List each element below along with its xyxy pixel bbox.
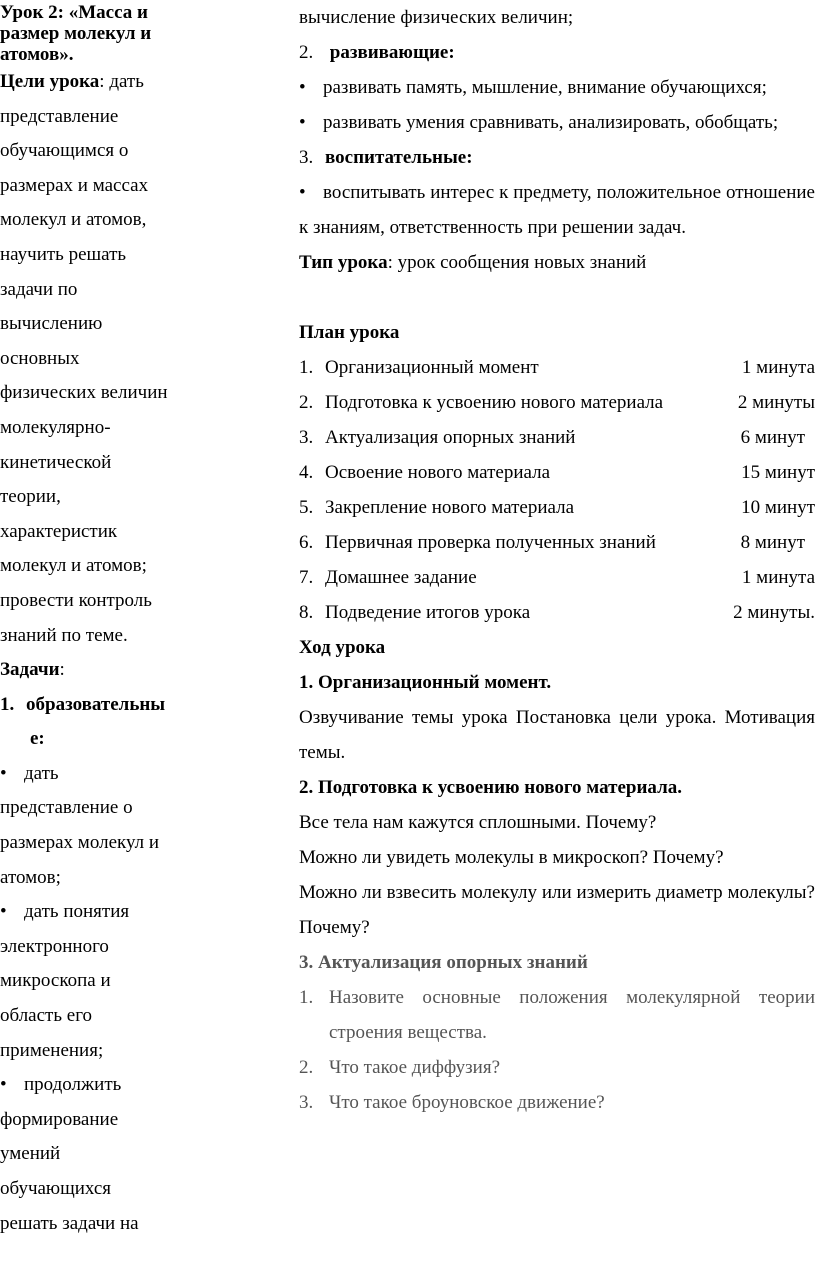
vos-item: • воспитывать интерес к предмету, положительное отношение к знаниям, ответственность при решении задач. (299, 175, 815, 245)
bullet-icon: • (0, 901, 7, 923)
goals-lines: представление обучающимся о размерах и массах молекул и атомов, научить решать задачи по вычислению основных физических величин молекулярно- кинетической теории, характеристик молекул и атомов; провести контроль знаний по теме. (0, 105, 168, 646)
section-3-title: 3. Актуализация опорных знаний (299, 952, 588, 973)
goals-label: Цели урока (0, 71, 100, 92)
section-3-list (299, 980, 815, 1120)
plan-item: 4. Освоение нового материала 15 минут (299, 462, 815, 483)
list-item: 2. Что такое диффузия? (299, 1057, 501, 1078)
plan-title: План урока (299, 322, 400, 343)
right-column (299, 0, 815, 1120)
vos-heading: 3. воспитательные: (299, 147, 473, 168)
continued-line: вычисление физических величин; (299, 7, 574, 28)
bullet-icon: • (299, 112, 306, 133)
lesson-title: Урок 2: «Масса и размер молекул и атомов». (0, 2, 152, 65)
edu-bullet-3: • продолжить формирование умений обучающихся решать задачи на (0, 1068, 188, 1241)
plan-item: 2. Подготовка к усвоению нового материала 2 минуты (299, 392, 815, 413)
goals-line: Цели урока: дать (0, 71, 144, 92)
dev-item: • развивать умения сравнивать, анализировать, обобщать; (299, 105, 815, 140)
list-item: 3. Что такое броуновское движение? (299, 1092, 605, 1113)
question: Можно ли увидеть молекулы в микроскоп? Почему? (299, 847, 724, 868)
plan-item: 6. Первичная проверка полученных знаний 8 минут (299, 532, 805, 553)
bullet-icon: • (0, 1074, 7, 1096)
edu-heading: 1. образовательны (0, 693, 166, 715)
section-1-title: 1. Организационный момент. (299, 672, 552, 693)
edu-heading-cont: е: (30, 728, 45, 750)
section-1-text: Озвучивание темы урока Постановка цели урока. Мотивация темы. (299, 707, 815, 763)
course-title: Ход урока (299, 637, 386, 658)
left-column (0, 2, 188, 1241)
bullet-icon: • (299, 77, 306, 98)
question: Все тела нам кажутся сплошными. Почему? (299, 812, 657, 833)
tasks-heading: Задачи: (0, 659, 65, 681)
lesson-type: Тип урока: урок сообщения новых знаний (299, 252, 647, 273)
dev-heading: 2. развивающие: (299, 42, 455, 63)
plan-item: 7. Домашнее задание 1 минута (299, 567, 815, 588)
section-2-title: 2. Подготовка к усвоению нового материала. (299, 777, 682, 798)
plan-item: 8. Подведение итогов урока 2 минуты. (299, 602, 815, 623)
dev-item: • развивать память, мышление, внимание обучающихся; (299, 70, 815, 105)
bullet-icon: • (0, 762, 7, 784)
edu-bullet-2: • дать понятия электронного микроскопа и область его применения; (0, 895, 188, 1068)
plan-item: 5. Закрепление нового материала 10 минут (299, 497, 815, 518)
plan-item: 1. Организационный момент 1 минута (299, 357, 815, 378)
plan-list (299, 350, 815, 630)
question: Можно ли взвесить молекулу или измерить диаметр молекулы? Почему? (299, 882, 815, 938)
edu-bullet-1: • дать представление о размерах молекул и атомов; (0, 757, 188, 895)
bullet-icon: • (299, 182, 306, 203)
plan-item: 3. Актуализация опорных знаний 6 минут (299, 427, 805, 448)
list-item: 1. Назовите основные положения молекулярной теории строения вещества. (299, 987, 815, 1043)
